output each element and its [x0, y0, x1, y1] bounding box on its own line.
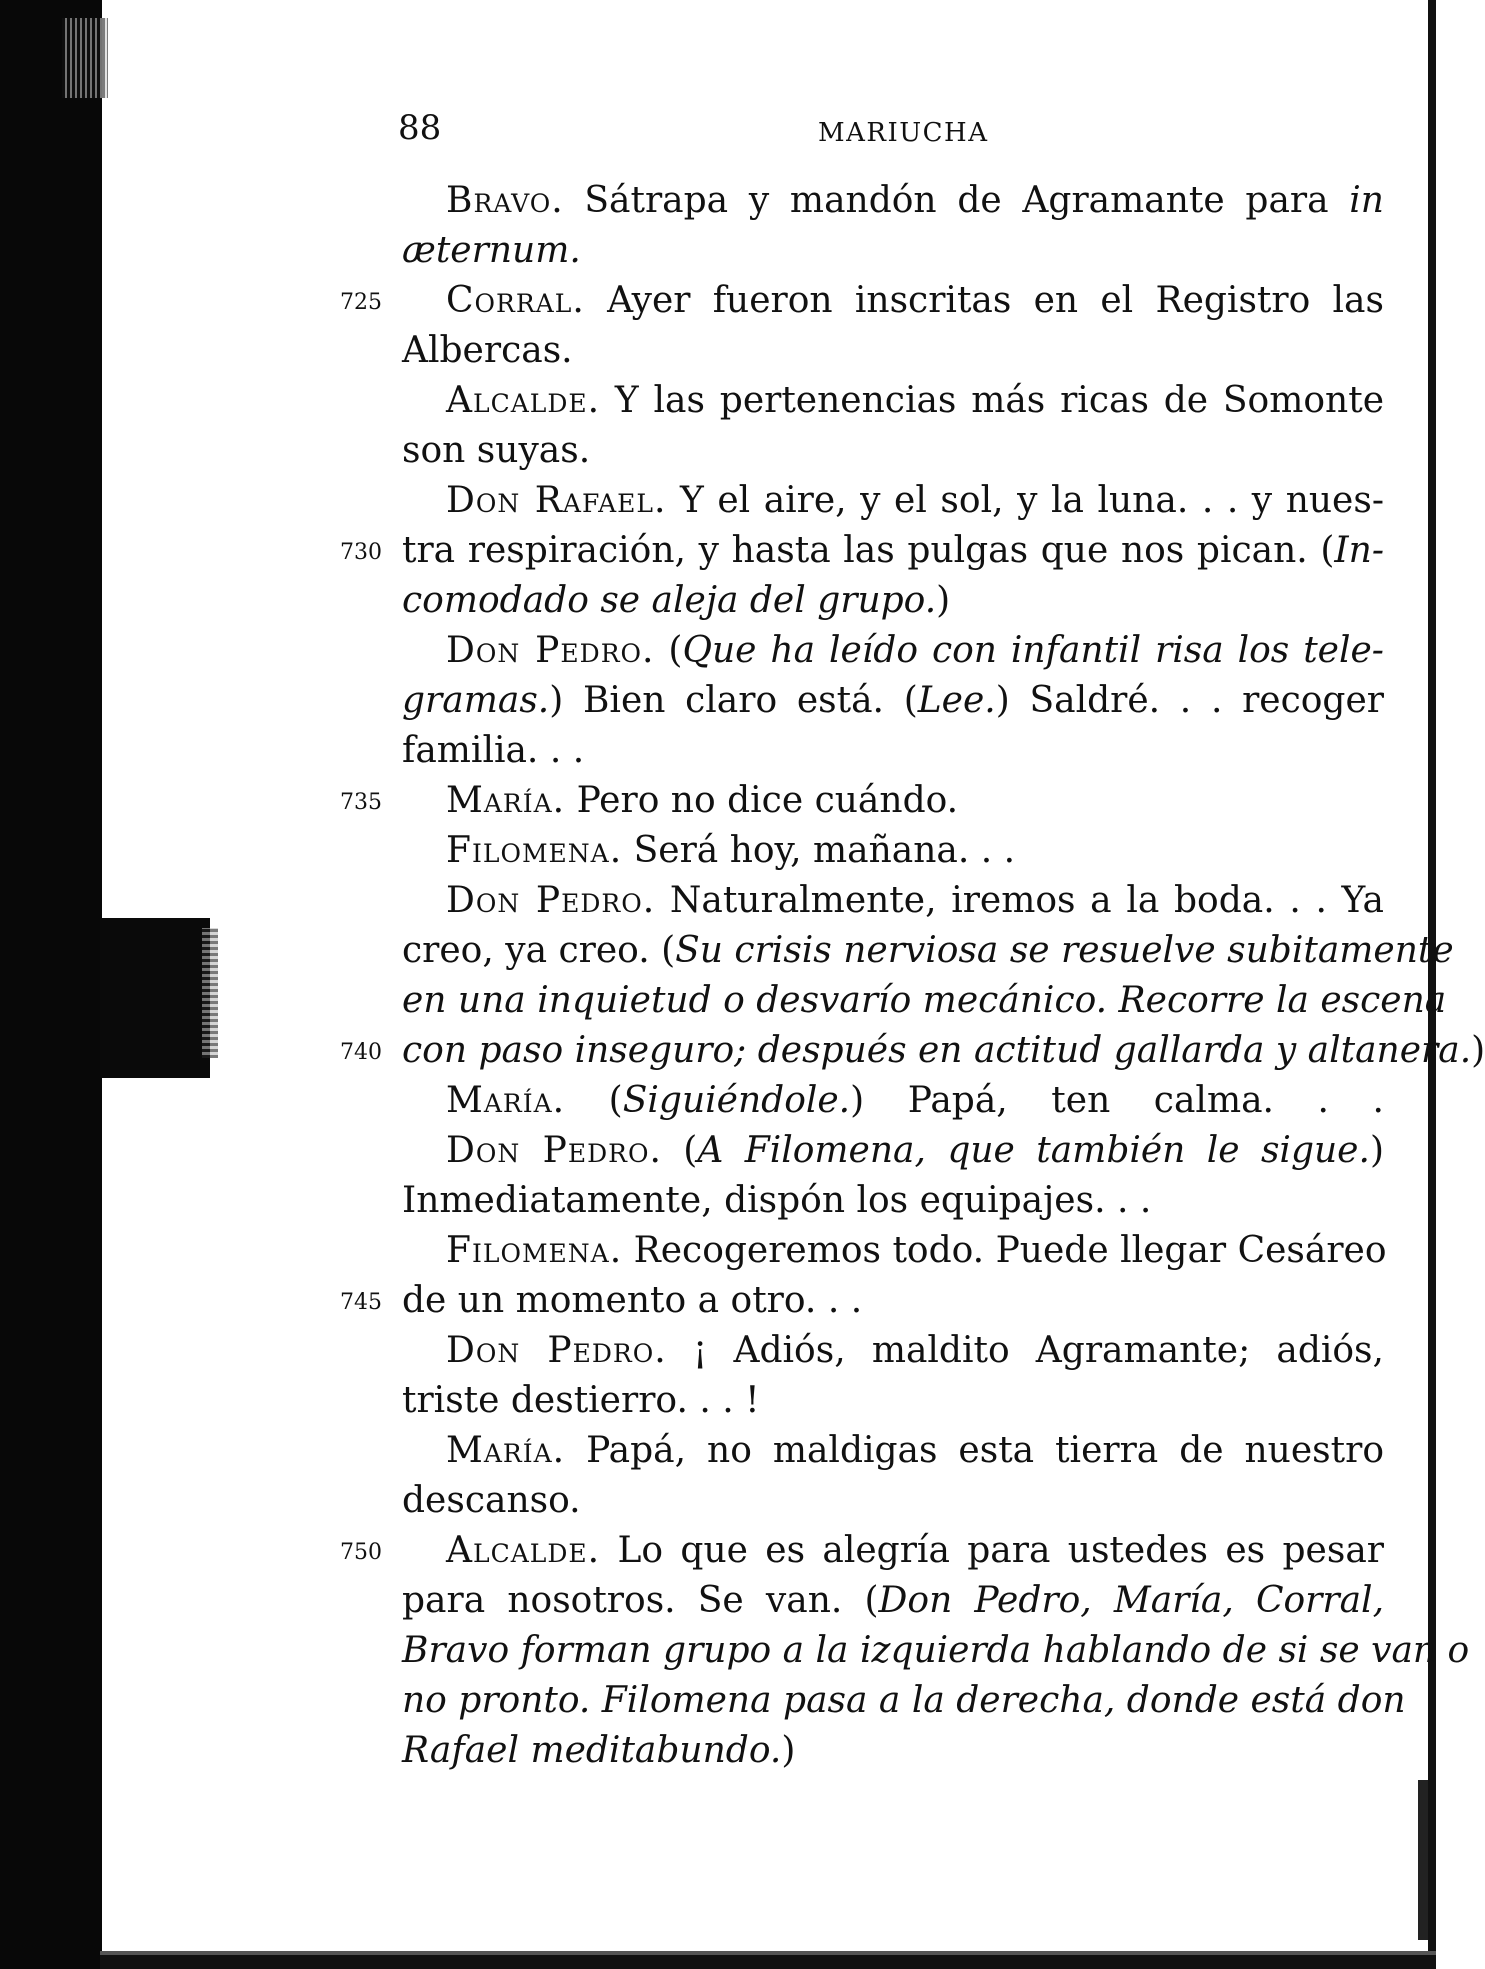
- speaker-name: Corral.: [446, 280, 585, 321]
- text-line: [402, 1126, 1384, 1176]
- speaker-name: Don Pedro.: [446, 1130, 662, 1171]
- text-line: [402, 726, 1384, 776]
- text-line: [402, 976, 1447, 1026]
- stage-direction: gramas.: [402, 680, 550, 721]
- dialogue-text: para nosotros. Se van. (: [402, 1580, 879, 1621]
- stage-direction: In-: [1334, 530, 1384, 571]
- dialogue-text: (: [654, 630, 683, 671]
- text-line: [402, 176, 1384, 226]
- speaker-name: María.: [446, 1430, 566, 1471]
- dialogue-text: de un momento a otro. . .: [402, 1280, 863, 1321]
- page-header: [398, 108, 1398, 156]
- dialogue-text: Albercas.: [402, 330, 573, 371]
- text-line: [402, 1676, 1406, 1726]
- speaker-name: Filomena.: [446, 1230, 623, 1271]
- stage-direction: Bravo forman grupo a la izquierda hablando de si se van o: [402, 1630, 1470, 1671]
- dialogue-text: Sátrapa y mandón de Agramante para: [563, 180, 1350, 221]
- text-line: [402, 1176, 1384, 1226]
- page-number: 88: [398, 108, 442, 148]
- line-number: 730: [340, 540, 382, 565]
- line-number: 735: [340, 790, 382, 815]
- dialogue-text: descanso.: [402, 1480, 581, 1521]
- dialogue-text: (: [565, 1080, 623, 1121]
- text-line: [402, 876, 1384, 926]
- dialogue-text: tra respiración, y hasta las pulgas que nos pican. (: [402, 530, 1335, 571]
- stage-direction: A Filomena, que también le sigue.: [697, 1130, 1370, 1171]
- text-line: [402, 826, 1384, 876]
- dialogue-text: Y el aire, y el sol, y la luna. . . y nues-: [666, 480, 1385, 521]
- dialogue-text: Papá, no maldigas esta tierra de nuestro: [565, 1430, 1384, 1471]
- dialogue-text: son suyas.: [402, 430, 591, 471]
- stage-direction: Lee.: [917, 680, 996, 721]
- text-line: [402, 626, 1384, 676]
- dialogue-text: (: [661, 1130, 698, 1171]
- dialogue-text: Inmediatamente, dispón los equipajes. . .: [402, 1180, 1152, 1221]
- text-line: [340, 276, 1384, 326]
- text-line: [402, 376, 1384, 426]
- text-line: [340, 776, 1384, 826]
- line-number: 740: [340, 1040, 382, 1065]
- dialogue-text: Naturalmente, iremos a la boda. . . Ya: [655, 880, 1384, 921]
- stage-direction: Su crisis nerviosa se resuelve subitamente: [675, 930, 1454, 971]
- stage-direction: Rafael meditabundo.: [402, 1730, 782, 1771]
- dialogue-text: triste destierro. . . !: [402, 1380, 760, 1421]
- speaker-name: Bravo.: [446, 180, 564, 221]
- dialogue-text: Ayer fueron inscritas en el Registro las: [584, 280, 1384, 321]
- dialogue-text: ): [781, 1730, 796, 1771]
- speaker-name: Alcalde.: [446, 1530, 601, 1571]
- stage-direction: no pronto. Filomena pasa a la derecha, donde está don: [402, 1680, 1406, 1721]
- dialogue-text: Recogeremos todo. Puede llegar Cesáreo: [622, 1230, 1387, 1271]
- dialogue-text: Será hoy, mañana. . .: [622, 830, 1016, 871]
- stage-direction: Don Pedro, María, Corral,: [878, 1580, 1385, 1621]
- speaker-name: María.: [446, 1080, 566, 1121]
- speaker-name: Don Pedro.: [446, 1330, 667, 1371]
- dialogue-text: ): [936, 580, 951, 621]
- text-line: [402, 1476, 1384, 1526]
- speaker-name: Don Pedro.: [446, 630, 655, 671]
- speaker-name: Filomena.: [446, 830, 623, 871]
- dialogue-text: ) Bien claro está. (: [549, 680, 918, 721]
- dialogue-text: creo, ya creo. (: [402, 930, 676, 971]
- text-line: [402, 326, 1384, 376]
- text-line: [402, 1726, 1384, 1776]
- dialogue-text: ) Saldré. . . recoger: [995, 680, 1384, 721]
- text-line: [402, 676, 1384, 726]
- text-line: [402, 226, 1384, 276]
- dialogue-text: ¡ Adiós, maldito Agramante; adiós,: [666, 1330, 1384, 1371]
- line-number: 750: [340, 1540, 382, 1565]
- speaker-name: Alcalde.: [446, 380, 601, 421]
- text-line: [402, 1326, 1384, 1376]
- dialogue-text: ): [1471, 1030, 1485, 1071]
- running-title: MARIUCHA: [818, 118, 989, 148]
- speaker-name: Don Pedro.: [446, 880, 656, 921]
- text-line: [402, 476, 1384, 526]
- dialogue-text: Y las pertenencias más ricas de Somonte: [600, 380, 1384, 421]
- text-line: [402, 1226, 1387, 1276]
- text-line: [402, 926, 1454, 976]
- stage-direction: en una inquietud o desvarío mecánico. Recorre la escena: [402, 980, 1447, 1021]
- text-line: [340, 1026, 1485, 1076]
- text-line: [402, 426, 1384, 476]
- stage-direction: comodado se aleja del grupo.: [402, 580, 937, 621]
- dialogue-text: ): [1369, 1130, 1384, 1171]
- text-line: [402, 576, 1384, 626]
- dialogue-text: Lo que es alegría para ustedes es pesar: [600, 1530, 1384, 1571]
- text-line: [402, 1426, 1384, 1476]
- text-line: [402, 1576, 1384, 1626]
- speaker-name: María.: [446, 780, 566, 821]
- line-number: 725: [340, 290, 382, 315]
- text-line: [340, 1276, 1384, 1326]
- text-line: [340, 526, 1384, 576]
- dialogue-text: ) Papá, ten calma. . .: [850, 1080, 1384, 1121]
- stage-direction: æternum.: [402, 230, 581, 271]
- play-text: [340, 176, 1485, 1776]
- stage-direction: in: [1349, 180, 1384, 221]
- text-line: [402, 1076, 1384, 1126]
- stage-direction: con paso inseguro; después en actitud gallarda y altanera.: [402, 1030, 1472, 1071]
- stage-direction: Siguiéndole.: [622, 1080, 851, 1121]
- text-line: [402, 1376, 1384, 1426]
- dialogue-text: familia. . .: [402, 730, 585, 771]
- stage-direction: Que ha leído con infantil risa los tele-: [682, 630, 1384, 671]
- line-number: 745: [340, 1290, 382, 1315]
- text-line: [402, 1626, 1470, 1676]
- text-line: [340, 1526, 1384, 1576]
- dialogue-text: Pero no dice cuándo.: [565, 780, 959, 821]
- speaker-name: Don Rafael.: [446, 480, 667, 521]
